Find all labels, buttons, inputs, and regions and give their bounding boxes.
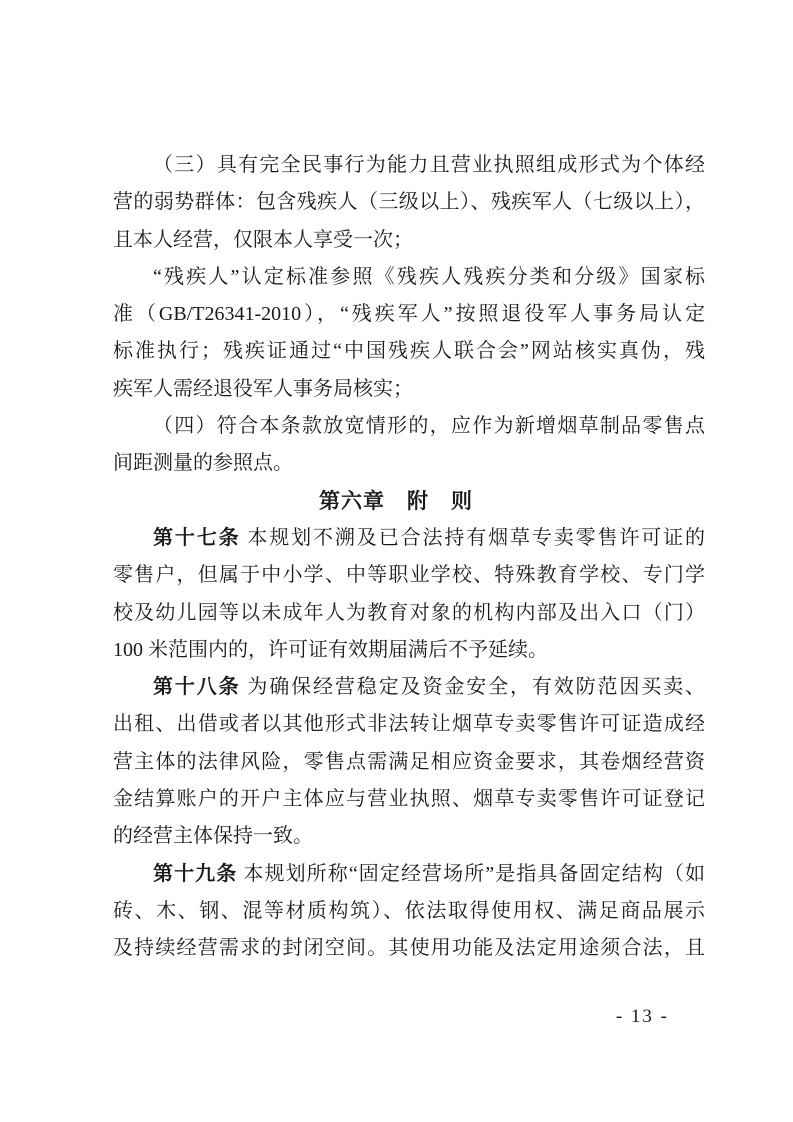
text-line	[113, 557, 705, 594]
text-segment: 标准执行；残疾证通过“中国残疾人联合会”网站核实真伪，残	[113, 340, 705, 363]
text-line	[113, 706, 705, 743]
text-line	[113, 408, 705, 445]
text-line	[113, 371, 705, 408]
text-line	[113, 744, 705, 781]
text-segment: 为确保经营稳定及资金安全，有效防范因买卖、	[240, 676, 706, 699]
text-line	[113, 259, 705, 296]
text-line	[113, 669, 705, 706]
text-line	[113, 781, 705, 818]
text-segment: 及持续经营需求的封闭空间。其使用功能及法定用途须合法，且	[113, 937, 705, 960]
text-line	[113, 893, 705, 930]
text-segment: 本规划所称“固定经营场所”是指具备固定结构（如	[237, 862, 706, 885]
paragraph-clause-4	[113, 408, 705, 483]
text-segment: （四）符合本条款放宽情形的，应作为新增烟草制品零售点	[153, 415, 705, 438]
paragraph-article-19	[113, 856, 705, 968]
document-body	[113, 147, 705, 968]
text-segment: 砖、木、钢、混等材质构筑）、依法取得使用权、满足商品展示	[113, 899, 705, 922]
text-segment: 营主体的法律风险，零售点需满足相应资金要求，其卷烟经营资	[113, 750, 705, 773]
text-segment: 100 米范围内的，许可证有效期届满后不予延续。	[113, 638, 548, 661]
paragraph-clause-3	[113, 147, 705, 259]
article-number: 第十九条	[153, 862, 238, 885]
chapter-heading-6: 第六章 附 则	[319, 489, 473, 513]
text-segment: 疾军人需经退役军人事务局核实；	[113, 377, 413, 400]
text-segment: “残疾人”认定标准参照《残疾人残疾分类和分级》国家标	[153, 265, 705, 288]
article-number: 第十七条	[153, 526, 241, 549]
paragraph-disability-standard	[113, 259, 705, 408]
text-segment: 的经营主体保持一致。	[113, 825, 313, 848]
text-line	[113, 520, 705, 557]
text-line	[113, 445, 705, 482]
text-segment: 零售户，但属于中小学、中等职业学校、特殊教育学校、专门学	[113, 564, 705, 587]
paragraph-article-17	[113, 520, 705, 669]
text-line	[113, 333, 705, 370]
text-line	[113, 595, 705, 632]
text-line	[113, 147, 705, 184]
text-segment: 间距测量的参照点。	[113, 452, 293, 475]
text-line	[113, 930, 705, 967]
text-segment: 准（GB/T26341-2010），“残疾军人”按照退役军人事务局认定	[113, 303, 705, 326]
text-line	[113, 632, 705, 669]
text-segment: 出租、出借或者以其他形式非法转让烟草专卖零售许可证造成经	[113, 713, 705, 736]
text-line	[113, 222, 705, 259]
text-segment: （三）具有完全民事行为能力且营业执照组成形式为个体经	[153, 154, 705, 176]
text-line	[113, 856, 705, 893]
article-number: 第十八条	[153, 676, 241, 699]
text-segment: 校及幼儿园等以未成年人为教育对象的机构内部及出入口（门）	[113, 601, 705, 624]
text-line	[113, 184, 705, 221]
page-number: - 13 -	[615, 1006, 669, 1027]
text-line	[113, 296, 705, 333]
text-segment: 且本人经营，仅限本人享受一次；	[113, 228, 413, 251]
text-segment: 金结算账户的开户主体应与营业执照、烟草专卖零售许可证登记	[113, 788, 705, 811]
text-line	[113, 818, 705, 855]
paragraph-article-18	[113, 669, 705, 855]
text-segment: 本规划不溯及已合法持有烟草专卖零售许可证的	[240, 526, 706, 549]
text-segment: 营的弱势群体：包含残疾人（三级以上）、残疾军人（七级以上），	[113, 191, 705, 214]
